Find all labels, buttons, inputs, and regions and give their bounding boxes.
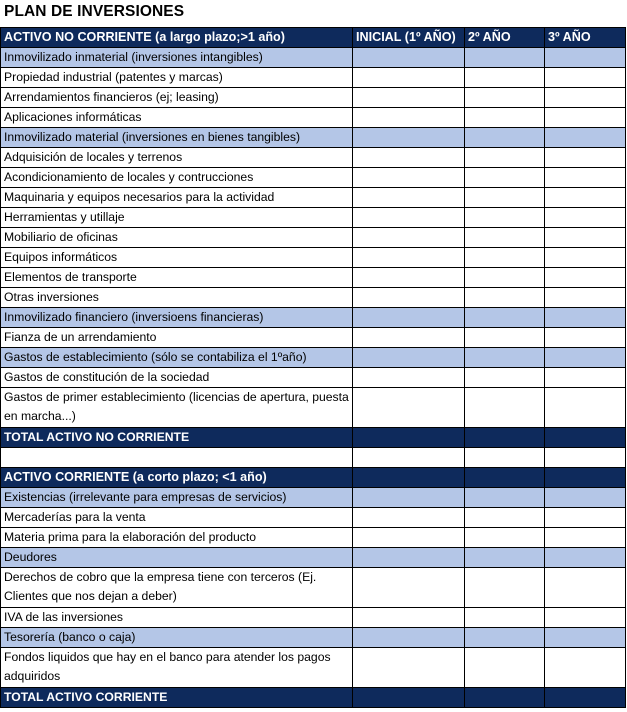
cell-initial[interactable] bbox=[353, 168, 465, 188]
table-row bbox=[1, 608, 626, 628]
cell-initial[interactable] bbox=[353, 328, 465, 348]
row-label: TOTAL ACTIVO CORRIENTE bbox=[1, 688, 353, 708]
cell-year-2[interactable] bbox=[465, 168, 545, 188]
category-row bbox=[1, 548, 626, 568]
cell-year-3[interactable] bbox=[545, 388, 626, 428]
category-row bbox=[1, 128, 626, 148]
cell-year-3[interactable] bbox=[545, 188, 626, 208]
row-label: Herramientas y utillaje bbox=[1, 208, 353, 228]
table-row bbox=[1, 268, 626, 288]
total-row bbox=[1, 428, 626, 448]
row-label: Mobiliario de oficinas bbox=[1, 228, 353, 248]
cell-initial[interactable] bbox=[353, 388, 465, 428]
section-header-row bbox=[1, 468, 626, 488]
cell-initial[interactable] bbox=[353, 448, 465, 468]
table-row bbox=[1, 528, 626, 548]
cell-year-3[interactable] bbox=[545, 108, 626, 128]
column-header-year-2: 2º AÑO bbox=[465, 28, 545, 48]
cell-initial[interactable] bbox=[353, 128, 465, 148]
cell-year-3[interactable] bbox=[545, 148, 626, 168]
total-row bbox=[1, 688, 626, 708]
cell-initial[interactable] bbox=[353, 348, 465, 368]
row-label: IVA de las inversiones bbox=[1, 608, 353, 628]
cell-year-3[interactable] bbox=[545, 548, 626, 568]
cell-year-2[interactable] bbox=[465, 128, 545, 148]
table-row bbox=[1, 88, 626, 108]
cell-year-2[interactable] bbox=[465, 188, 545, 208]
cell-initial[interactable] bbox=[353, 308, 465, 328]
table-row bbox=[1, 148, 626, 168]
investment-plan-table bbox=[0, 27, 626, 708]
cell-year-2[interactable] bbox=[465, 488, 545, 508]
row-label: Existencias (irrelevante para empresas de servicios) bbox=[1, 488, 353, 508]
table-row bbox=[1, 288, 626, 308]
row-label: Gastos de constitución de la sociedad bbox=[1, 368, 353, 388]
cell-year-2[interactable] bbox=[465, 648, 545, 688]
table-row bbox=[1, 228, 626, 248]
cell-year-3[interactable] bbox=[545, 348, 626, 368]
cell-initial[interactable] bbox=[353, 528, 465, 548]
cell-initial[interactable] bbox=[353, 568, 465, 608]
cell-year-2[interactable] bbox=[465, 608, 545, 628]
cell-year-3[interactable] bbox=[545, 228, 626, 248]
row-label: Maquinaria y equipos necesarios para la actividad bbox=[1, 188, 353, 208]
cell-year-2[interactable] bbox=[465, 68, 545, 88]
cell-initial[interactable] bbox=[353, 288, 465, 308]
row-label: Arrendamientos financieros (ej; leasing) bbox=[1, 88, 353, 108]
cell-initial[interactable] bbox=[353, 548, 465, 568]
row-label: Acondicionamiento de locales y contrucciones bbox=[1, 168, 353, 188]
cell-initial[interactable] bbox=[353, 208, 465, 228]
row-label: Deudores bbox=[1, 548, 353, 568]
cell-year-3[interactable] bbox=[545, 248, 626, 268]
row-label: Inmovilizado inmaterial (inversiones intangibles) bbox=[1, 48, 353, 68]
cell-year-3[interactable] bbox=[545, 628, 626, 648]
row-label: Aplicaciones informáticas bbox=[1, 108, 353, 128]
cell-initial[interactable] bbox=[353, 268, 465, 288]
cell-year-3[interactable] bbox=[545, 48, 626, 68]
column-header-concept: ACTIVO NO CORRIENTE (a largo plazo;>1 año) bbox=[1, 28, 353, 48]
row-label: ACTIVO CORRIENTE (a corto plazo; <1 año) bbox=[1, 468, 353, 488]
cell-initial[interactable] bbox=[353, 188, 465, 208]
category-row bbox=[1, 488, 626, 508]
table-header-row bbox=[1, 28, 626, 48]
cell-year-2[interactable] bbox=[465, 568, 545, 608]
cell-year-2[interactable] bbox=[465, 328, 545, 348]
cell-year-2[interactable] bbox=[465, 48, 545, 68]
table-row bbox=[1, 208, 626, 228]
cell-initial[interactable] bbox=[353, 508, 465, 528]
cell-year-3[interactable] bbox=[545, 508, 626, 528]
cell-year-2[interactable] bbox=[465, 88, 545, 108]
category-row bbox=[1, 628, 626, 648]
row-label: Mercaderías para la venta bbox=[1, 508, 353, 528]
table-row bbox=[1, 368, 626, 388]
row-label: Equipos informáticos bbox=[1, 248, 353, 268]
cell-initial[interactable] bbox=[353, 648, 465, 688]
table-row bbox=[1, 68, 626, 88]
cell-year-3[interactable] bbox=[545, 688, 626, 708]
row-label: Adquisición de locales y terrenos bbox=[1, 148, 353, 168]
cell-year-3[interactable] bbox=[545, 428, 626, 448]
cell-year-2[interactable] bbox=[465, 268, 545, 288]
table-row bbox=[1, 648, 626, 688]
row-label: Elementos de transporte bbox=[1, 268, 353, 288]
cell-initial[interactable] bbox=[353, 688, 465, 708]
table-row bbox=[1, 248, 626, 268]
cell-initial[interactable] bbox=[353, 468, 465, 488]
cell-year-3[interactable] bbox=[545, 308, 626, 328]
row-label: Fondos liquidos que hay en el banco para atender los pagos adquiridos bbox=[1, 648, 353, 688]
cell-initial[interactable] bbox=[353, 48, 465, 68]
cell-year-3[interactable] bbox=[545, 268, 626, 288]
cell-year-3[interactable] bbox=[545, 448, 626, 468]
cell-year-2[interactable] bbox=[465, 368, 545, 388]
cell-year-2[interactable] bbox=[465, 528, 545, 548]
cell-initial[interactable] bbox=[353, 108, 465, 128]
cell-year-2[interactable] bbox=[465, 288, 545, 308]
cell-year-2[interactable] bbox=[465, 108, 545, 128]
cell-year-3[interactable] bbox=[545, 128, 626, 148]
row-label: Materia prima para la elaboración del producto bbox=[1, 528, 353, 548]
cell-year-2[interactable] bbox=[465, 248, 545, 268]
cell-initial[interactable] bbox=[353, 88, 465, 108]
cell-year-2[interactable] bbox=[465, 468, 545, 488]
cell-year-3[interactable] bbox=[545, 168, 626, 188]
row-label bbox=[1, 448, 353, 468]
table-body bbox=[1, 28, 626, 708]
table-row bbox=[1, 108, 626, 128]
row-label: Otras inversiones bbox=[1, 288, 353, 308]
cell-year-2[interactable] bbox=[465, 208, 545, 228]
cell-initial[interactable] bbox=[353, 68, 465, 88]
cell-initial[interactable] bbox=[353, 428, 465, 448]
table-row bbox=[1, 568, 626, 608]
cell-year-2[interactable] bbox=[465, 308, 545, 328]
row-label: Fianza de un arrendamiento bbox=[1, 328, 353, 348]
row-label: Gastos de establecimiento (sólo se contabiliza el 1ºaño) bbox=[1, 348, 353, 368]
row-label: TOTAL ACTIVO NO CORRIENTE bbox=[1, 428, 353, 448]
table-row bbox=[1, 508, 626, 528]
table-row bbox=[1, 328, 626, 348]
cell-year-3[interactable] bbox=[545, 368, 626, 388]
cell-year-3[interactable] bbox=[545, 488, 626, 508]
cell-initial[interactable] bbox=[353, 608, 465, 628]
cell-year-3[interactable] bbox=[545, 528, 626, 548]
cell-initial[interactable] bbox=[353, 488, 465, 508]
row-label: Tesorería (banco o caja) bbox=[1, 628, 353, 648]
cell-year-3[interactable] bbox=[545, 328, 626, 348]
table-row bbox=[1, 188, 626, 208]
cell-initial[interactable] bbox=[353, 628, 465, 648]
row-label: Derechos de cobro que la empresa tiene con terceros (Ej. Clientes que nos dejan a deber) bbox=[1, 568, 353, 608]
cell-year-2[interactable] bbox=[465, 548, 545, 568]
column-header-year-3: 3º AÑO bbox=[545, 28, 626, 48]
row-label: Gastos de primer establecimiento (licencias de apertura, puesta en marcha...) bbox=[1, 388, 353, 428]
cell-year-3[interactable] bbox=[545, 468, 626, 488]
table-row bbox=[1, 168, 626, 188]
row-label: Propiedad industrial (patentes y marcas) bbox=[1, 68, 353, 88]
cell-year-3[interactable] bbox=[545, 208, 626, 228]
cell-initial[interactable] bbox=[353, 248, 465, 268]
category-row bbox=[1, 48, 626, 68]
category-row bbox=[1, 308, 626, 328]
cell-year-2[interactable] bbox=[465, 348, 545, 368]
cell-year-2[interactable] bbox=[465, 228, 545, 248]
blank-row bbox=[1, 448, 626, 468]
cell-initial[interactable] bbox=[353, 368, 465, 388]
cell-year-2[interactable] bbox=[465, 508, 545, 528]
cell-year-2[interactable] bbox=[465, 448, 545, 468]
column-header-initial: INICIAL (1º AÑO) bbox=[353, 28, 465, 48]
cell-year-2[interactable] bbox=[465, 428, 545, 448]
row-label: Inmovilizado material (inversiones en bienes tangibles) bbox=[1, 128, 353, 148]
category-row bbox=[1, 348, 626, 368]
cell-year-2[interactable] bbox=[465, 628, 545, 648]
cell-year-3[interactable] bbox=[545, 68, 626, 88]
cell-year-3[interactable] bbox=[545, 608, 626, 628]
cell-year-3[interactable] bbox=[545, 88, 626, 108]
table-row bbox=[1, 388, 626, 428]
page-title: PLAN DE INVERSIONES bbox=[4, 3, 185, 20]
cell-year-2[interactable] bbox=[465, 148, 545, 168]
cell-year-2[interactable] bbox=[465, 688, 545, 708]
cell-initial[interactable] bbox=[353, 228, 465, 248]
cell-year-2[interactable] bbox=[465, 388, 545, 428]
cell-year-3[interactable] bbox=[545, 568, 626, 608]
cell-year-3[interactable] bbox=[545, 648, 626, 688]
cell-initial[interactable] bbox=[353, 148, 465, 168]
cell-year-3[interactable] bbox=[545, 288, 626, 308]
row-label: Inmovilizado financiero (inversioens financieras) bbox=[1, 308, 353, 328]
